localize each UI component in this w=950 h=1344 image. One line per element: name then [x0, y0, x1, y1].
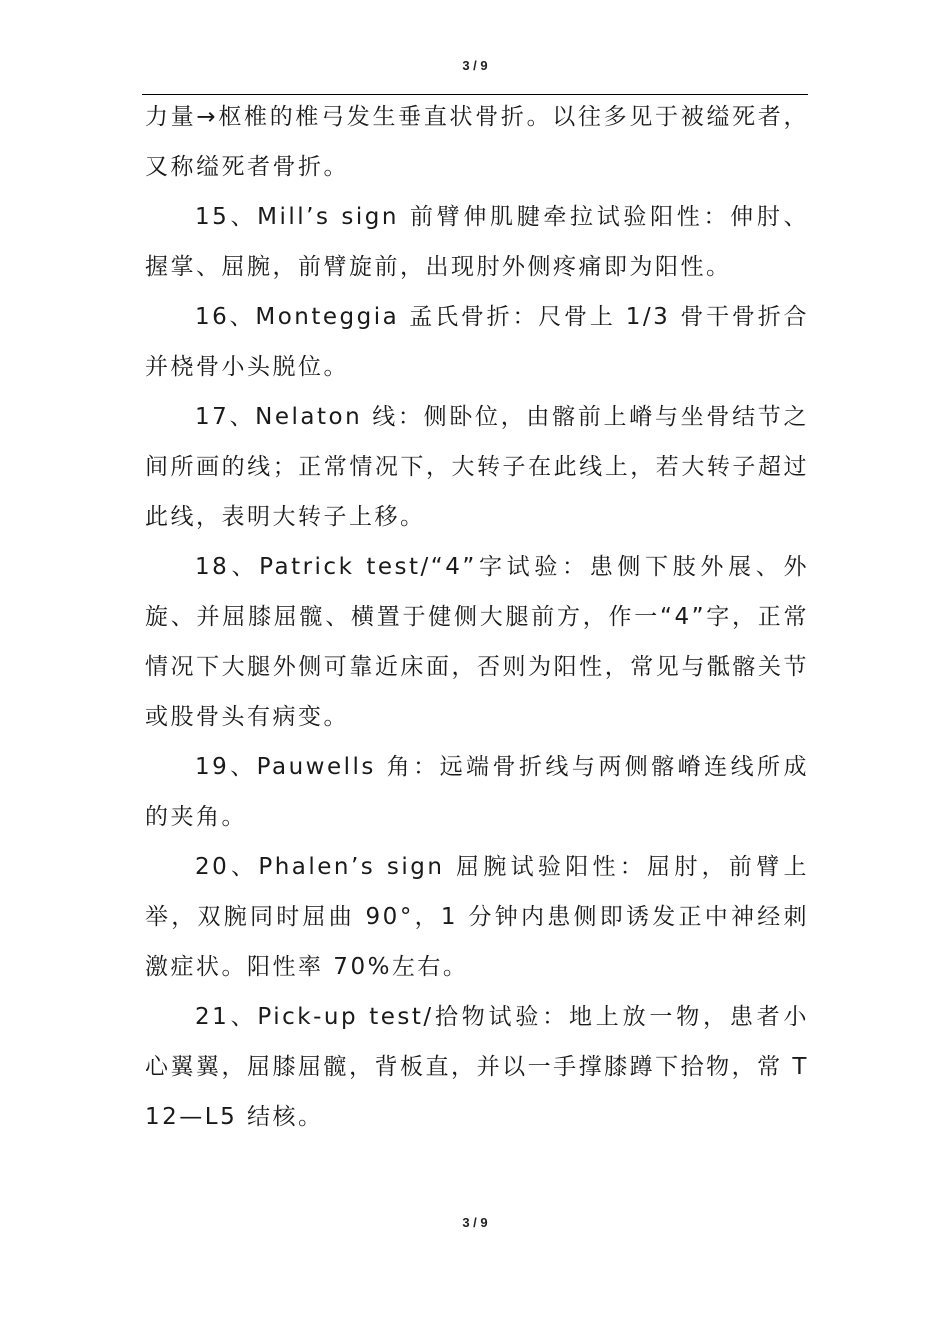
paragraph-item-17: 17、Nelaton 线：侧卧位，由髂前上嵴与坐骨结节之间所画的线；正常情况下，大转子在此线上，若大转子超过此线，表明大转子上移。	[145, 404, 809, 530]
page-number-bottom: 3 / 9	[462, 1215, 488, 1230]
paragraph-continuation: 力量→枢椎的椎弓发生垂直状骨折。以往多见于被缢死者，又称缢死者骨折。	[145, 104, 809, 180]
paragraph-item-20: 20、Phalen’s sign 屈腕试验阳性：屈肘，前臂上举，双腕同时屈曲 90°，1 分钟内患侧即诱发正中神经刺激症状。阳性率 70%左右。	[145, 854, 809, 980]
paragraph-item-19: 19、Pauwells 角：远端骨折线与两侧髂嵴连线所成的夹角。	[145, 754, 809, 830]
paragraph-item-18: 18、Patrick test/“4”字试验：患侧下肢外展、外旋、并屈膝屈髋、横置于健侧大腿前方，作一“4”字，正常情况下大腿外侧可靠近床面，否则为阳性，常见与骶髂关节或股骨头有病变。	[145, 554, 809, 730]
paragraph-item-21: 21、Pick-up test/拾物试验：地上放一物，患者小心翼翼，屈膝屈髋，背板直，并以一手撑膝蹲下拾物，常 T12—L5 结核。	[145, 1004, 809, 1130]
page-number-top: 3 / 9	[462, 58, 488, 73]
document-body	[145, 92, 809, 1142]
paragraph-item-15: 15、Mill’s sign 前臂伸肌腱牵拉试验阳性：伸肘、握掌、屈腕，前臂旋前，出现肘外侧疼痛即为阳性。	[145, 204, 809, 280]
paragraph-item-16: 16、Monteggia 孟氏骨折：尺骨上 1/3 骨干骨折合并桡骨小头脱位。	[145, 304, 809, 380]
